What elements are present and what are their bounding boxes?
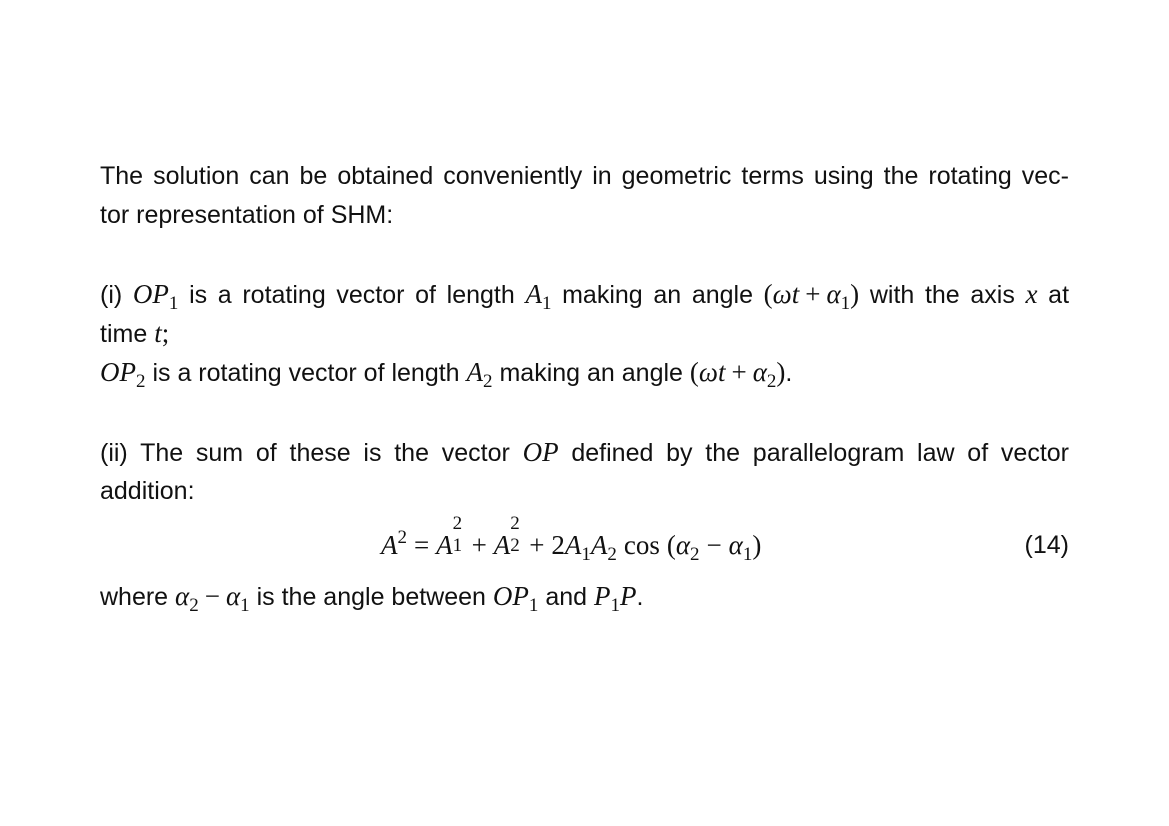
item-ii-line2 — [100, 476, 195, 506]
math-t: t — [154, 318, 162, 348]
item-i-line2-b: ; — [161, 318, 170, 348]
item-i-text-d: at — [1048, 281, 1070, 309]
closing-c: and — [545, 583, 588, 611]
equation-number: (14) — [1024, 531, 1069, 559]
item-ii-line1-a: (ii) The sum of these is the vector — [100, 439, 510, 467]
math-op1-b: $OP_1$ — [492, 581, 539, 616]
item-i-text-c: with the axis — [869, 281, 1015, 309]
item-i-line1 — [100, 279, 1070, 314]
math-op2: $OP_2$ — [100, 357, 146, 392]
para1-line2 — [100, 200, 393, 230]
math-op: OP — [522, 437, 559, 467]
math-x: x — [1025, 279, 1038, 309]
item-i-line3-end: . — [785, 359, 793, 387]
closing-line — [100, 581, 644, 616]
math-alpha-diff: $\alpha_2 - \alpha_1$ — [175, 581, 250, 616]
para1-line1 — [100, 161, 1069, 191]
para1-line1-text: The solution can be obtained conveniently in geometric terms using the rotating vec- — [100, 162, 1069, 190]
closing-end: . — [636, 583, 644, 611]
math-phase1: $(\omega t + \alpha_1)$ — [763, 279, 860, 314]
item-i-line3 — [100, 357, 793, 392]
closing-b: is the angle between — [256, 583, 486, 611]
item-ii-line1 — [100, 437, 1069, 468]
math-phase2: $(\omega t + \alpha_2)$ — [689, 357, 786, 392]
item-i-text-b: making an angle — [562, 281, 753, 309]
equation-14: $A^2 = A$ 2 1 + A 2 2 + $2A_1A_2$ $\cos (\alpha_2 - \alpha_1)$ — [381, 513, 762, 565]
item-ii-line2-text: addition: — [100, 477, 195, 505]
item-i-line2-a: time — [100, 320, 148, 348]
para1-line2-text: tor representation of SHM: — [100, 201, 394, 229]
item-i-text-a: is a rotating vector of length — [189, 281, 515, 309]
equation-row — [100, 513, 1069, 565]
math-op1: $OP_1$ — [132, 279, 179, 314]
math-p1p: $P_1P$ — [594, 581, 637, 616]
item-i-line3-a: is a rotating vector of length — [152, 359, 460, 387]
item-ii-line1-b: defined by the parallelogram law of vector — [571, 439, 1069, 467]
item-i-line2 — [100, 318, 169, 349]
item-i-prefix: (i) — [100, 281, 123, 309]
closing-a: where — [100, 583, 169, 611]
math-a2: $A_2$ — [466, 357, 493, 392]
item-i-line3-b: making an angle — [499, 359, 683, 387]
math-a1: $A_1$ — [525, 279, 552, 314]
